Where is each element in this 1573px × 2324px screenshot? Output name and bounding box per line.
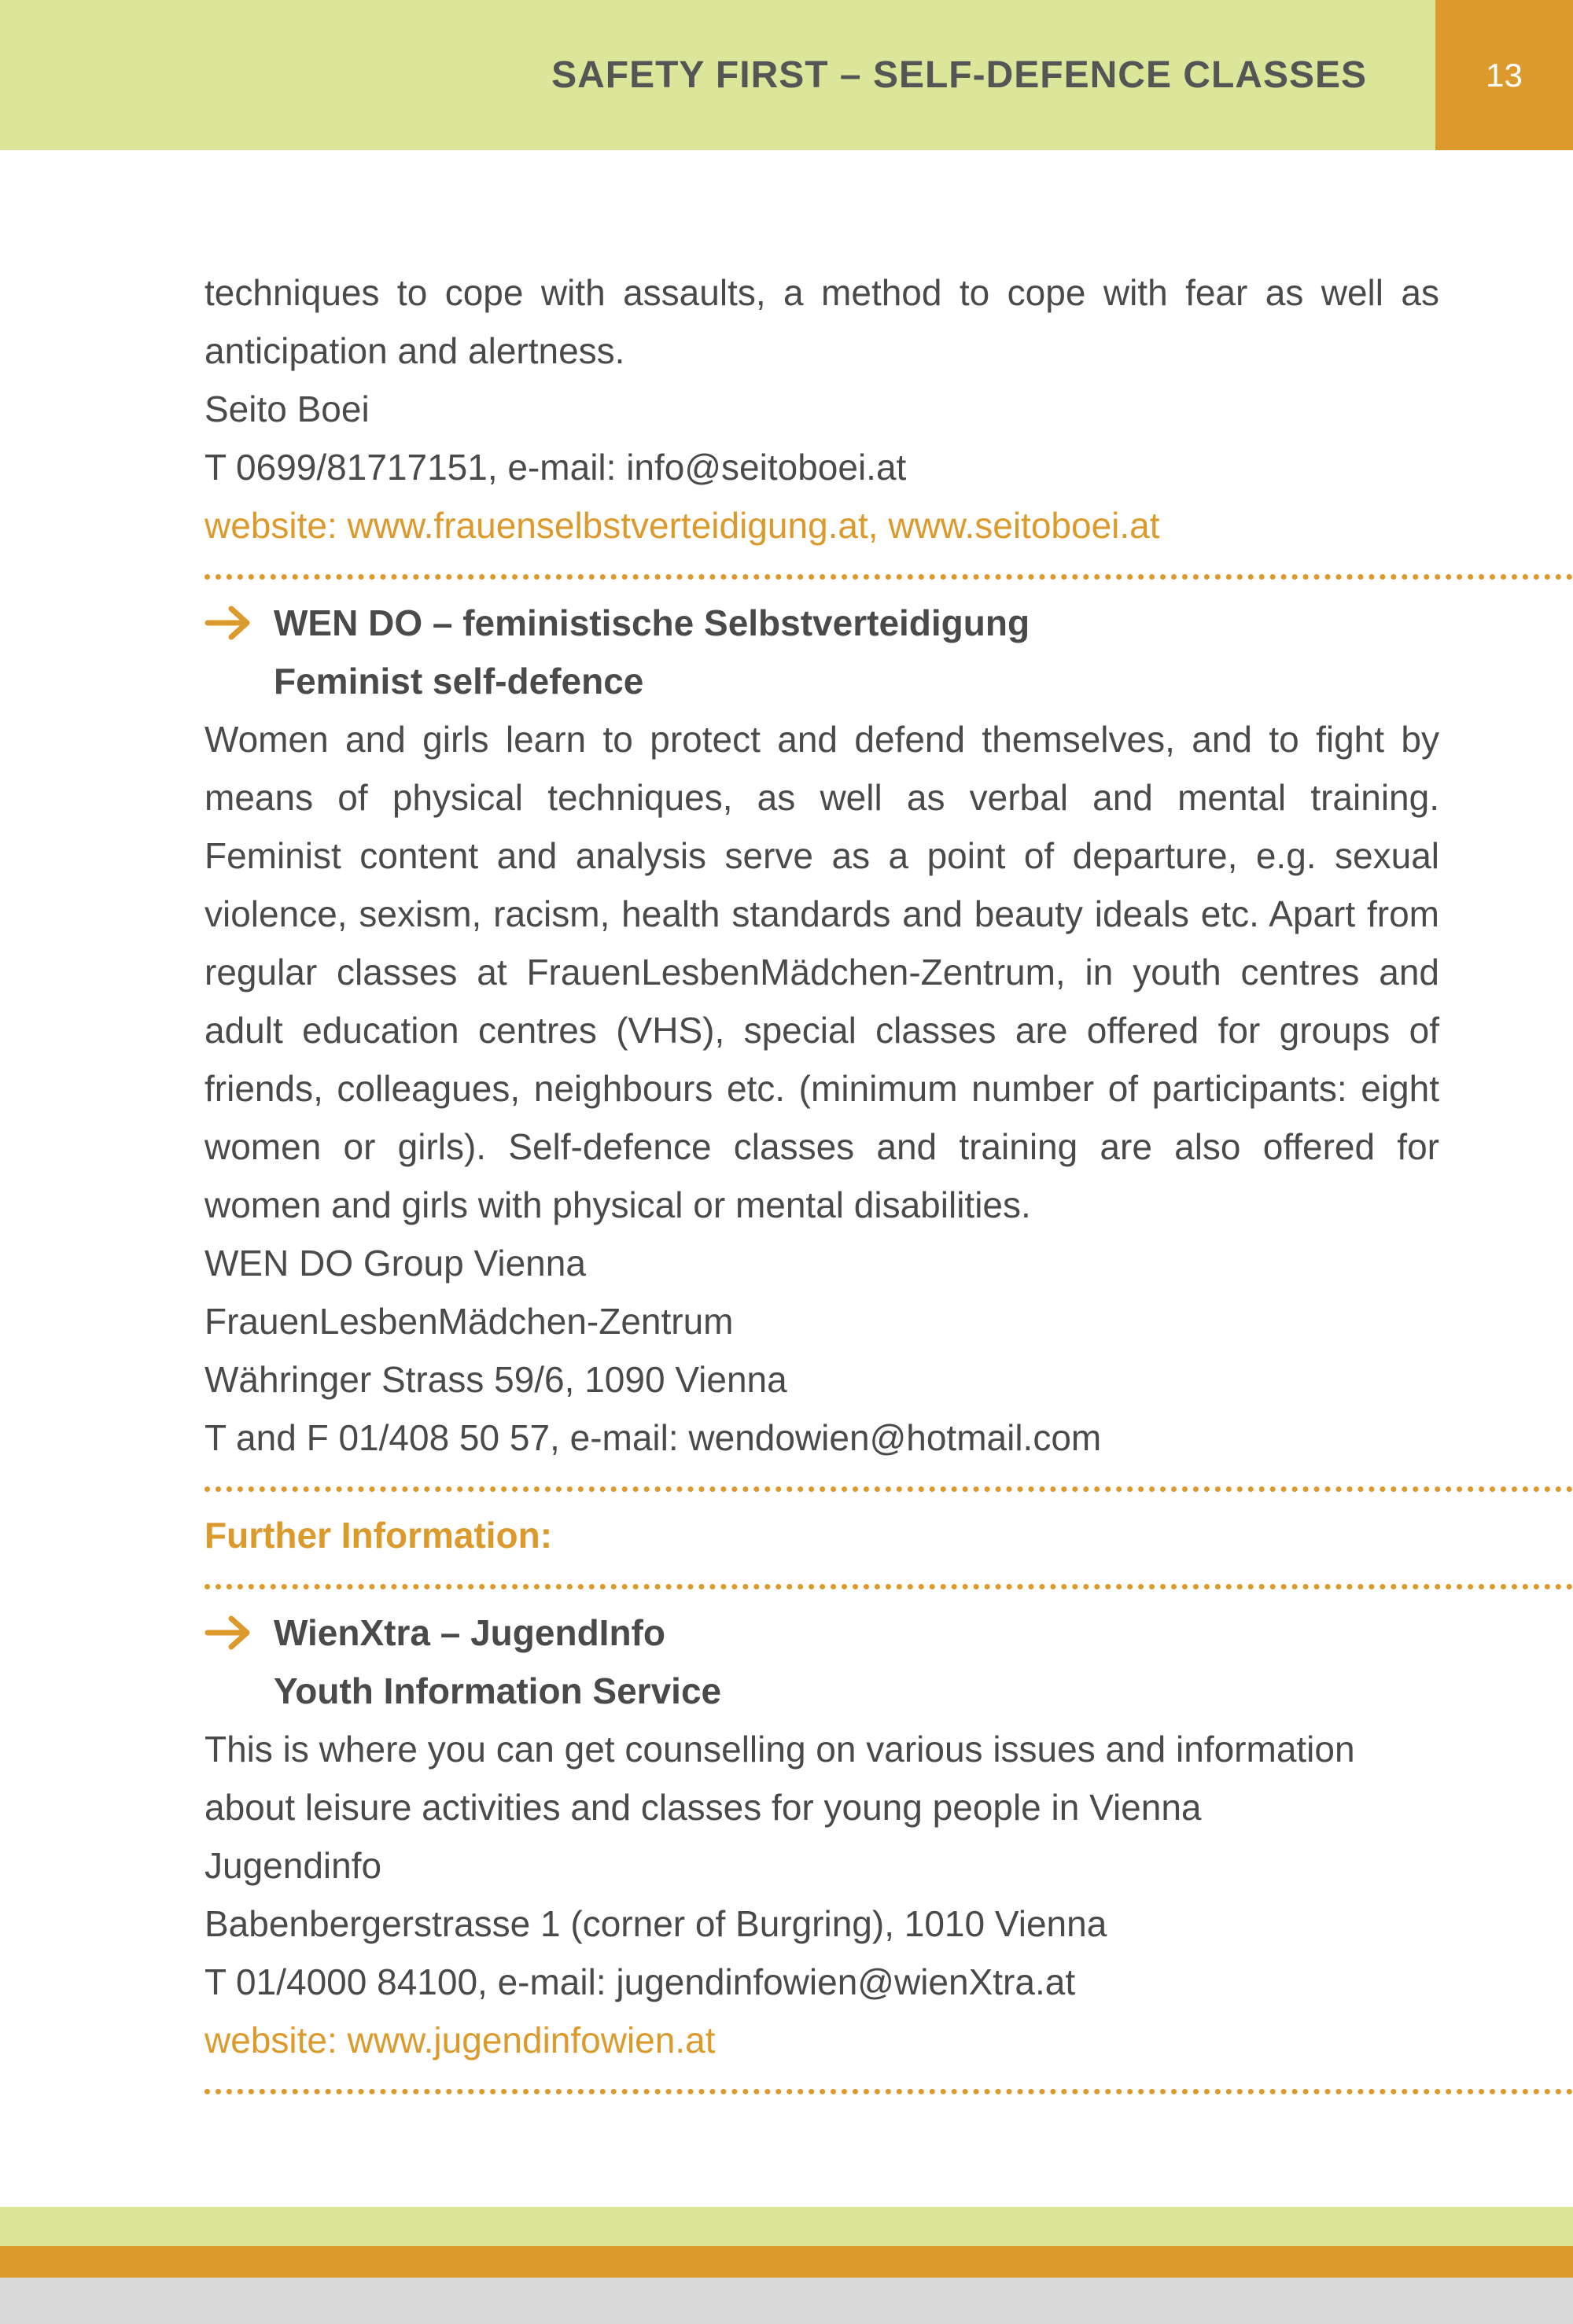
wen-do-contact: T and F 01/408 50 57, e-mail: wendowien@hotmail.com <box>204 1417 1102 1458</box>
wienxtra-name: Jugendinfo <box>204 1845 382 1886</box>
wen-do-venue: FrauenLesbenMädchen-Zentrum <box>204 1301 734 1342</box>
wen-do-subtitle: Feminist self-defence <box>274 661 644 702</box>
seito-boei-description: techniques to cope with assaults, a method to cope with fear as well as anticipation and alertness. <box>204 272 1439 371</box>
header-title: SAFETY FIRST – SELF-DEFENCE CLASSES <box>551 54 1367 96</box>
dotted-divider <box>204 1486 1573 1492</box>
page-number: 13 <box>1435 0 1573 150</box>
wienxtra-heading <box>204 1604 1439 1720</box>
seito-boei-contact: T 0699/81717151, e-mail: info@seitoboei.at <box>204 447 907 488</box>
wienxtra-address: Babenbergerstrasse 1 (corner of Burgring), 1010 Vienna <box>204 1903 1107 1944</box>
wen-do-heading <box>204 594 1439 710</box>
wen-do-description: Women and girls learn to protect and defend themselves, and to fight by means of physical techniques, as well as verbal and mental training. Feminist content and analysis serve as a point of departure, e.g. sexual violence, sexism, racism, health standards and beauty ideals etc. Apart from regular classes at FrauenLesbenMädchen-Zentrum, in youth centres and adult education centres (VHS), special classes are offered for groups of friends, colleagues, neighbours etc. (minimum number of participants: eight women or girls). Self-defence classes and training are also offered for women and girls with physical or mental disabilities. <box>204 719 1439 1225</box>
further-information-heading: Further Information: <box>204 1515 553 1556</box>
footer-band-gray <box>0 2278 1573 2324</box>
wienxtra-contact: T 01/4000 84100, e-mail: jugendinfowien@wienXtra.at <box>204 1961 1076 2002</box>
wen-do-title: WEN DO – feministische Selbstverteidigung <box>274 602 1030 643</box>
wienxtra-title: WienXtra – JugendInfo <box>274 1612 665 1653</box>
dotted-divider <box>204 574 1573 580</box>
wienxtra-description: This is where you can get counselling on various issues and information about leisure activities and classes for young people in Vienna <box>204 1729 1355 1828</box>
dotted-divider <box>204 2089 1573 2094</box>
page-content <box>204 263 1439 2109</box>
seito-boei-website[interactable]: website: www.frauenselbstverteidigung.at, www.seitoboei.at <box>204 505 1160 546</box>
wienxtra-subtitle: Youth Information Service <box>274 1670 722 1711</box>
wienxtra-website[interactable]: website: www.jugendinfowien.at <box>204 2020 716 2061</box>
arrow-right-icon <box>204 594 274 652</box>
page-header <box>0 0 1573 150</box>
footer-band-orange <box>0 2246 1573 2278</box>
wen-do-group: WEN DO Group Vienna <box>204 1243 586 1284</box>
dotted-divider <box>204 1584 1573 1589</box>
footer-band-green <box>0 2207 1573 2246</box>
wen-do-address: Währinger Strass 59/6, 1090 Vienna <box>204 1359 787 1400</box>
arrow-right-icon <box>204 1604 274 1662</box>
seito-boei-name: Seito Boei <box>204 389 370 429</box>
